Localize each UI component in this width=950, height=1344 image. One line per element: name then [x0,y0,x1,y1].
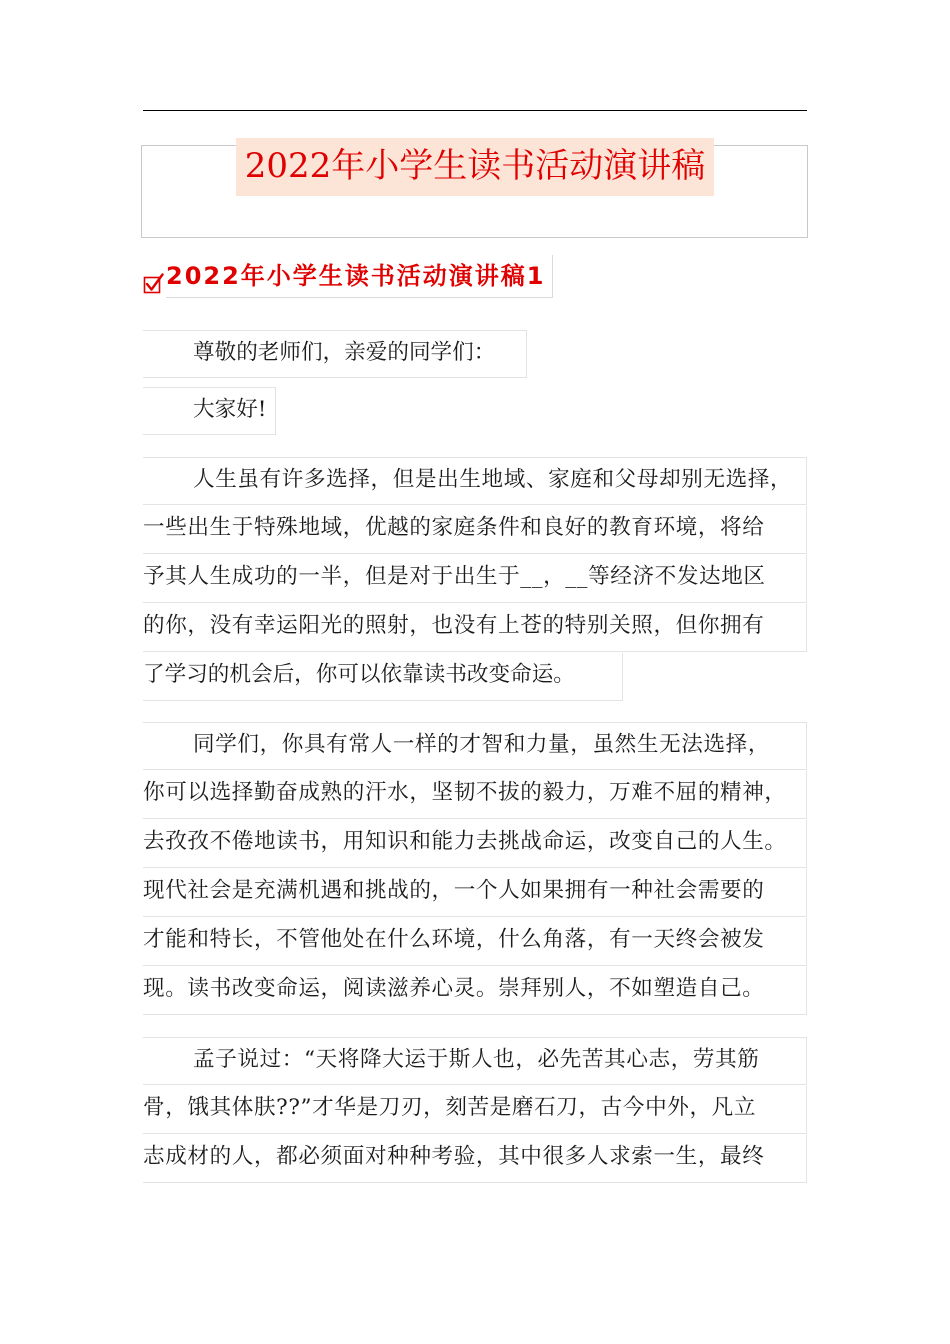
paragraph-line: 骨，饿其体肤??”才华是刀刃，刻苦是磨石刀，古今中外，凡立 [143,1086,807,1134]
document-title: 2022年小学生读书活动演讲稿 [236,138,714,196]
top-rule [143,110,807,111]
paragraph-line: 志成材的人，都必须面对种种考验，其中很多人求索一生，最终 [143,1135,807,1183]
paragraph-line: 去孜孜不倦地读书，用知识和能力去挑战命运，改变自己的人生。 [143,820,807,868]
paragraph-line: 尊敬的老师们，亲爱的同学们： [143,330,527,378]
paragraph-line: 了学习的机会后，你可以依靠读书改变命运。 [143,653,623,701]
paragraph-line: 人生虽有许多选择，但是出生地域、家庭和父母却别无选择， [143,457,807,505]
paragraph-line: 予其人生成功的一半，但是对于出生于__，__等经济不发达地区 [143,555,807,603]
paragraph-line: 孟子说过：“天将降大运于斯人也，必先苦其心志，劳其筋 [143,1037,807,1085]
section-heading [143,255,553,297]
section-title: 2022年小学生读书活动演讲稿1 [166,255,553,298]
paragraph-line: 你可以选择勤奋成熟的汗水，坚韧不拔的毅力，万难不屈的精神， [143,771,807,819]
checkbox-checked-icon [143,273,164,294]
paragraph-line: 现。读书改变命运，阅读滋养心灵。崇拜别人，不如塑造自己。 [143,967,807,1015]
paragraph-line: 大家好! [143,387,276,435]
paragraph-line: 同学们，你具有常人一样的才智和力量，虽然生无法选择， [143,722,807,770]
paragraph-line: 一些出生于特殊地域，优越的家庭条件和良好的教育环境，将给 [143,506,807,554]
paragraph-line: 的你，没有幸运阳光的照射，也没有上苍的特别关照，但你拥有 [143,604,807,652]
paragraph-line: 才能和特长，不管他处在什么环境，什么角落，有一天终会被发 [143,918,807,966]
paragraph-line: 现代社会是充满机遇和挑战的，一个人如果拥有一种社会需要的 [143,869,807,917]
